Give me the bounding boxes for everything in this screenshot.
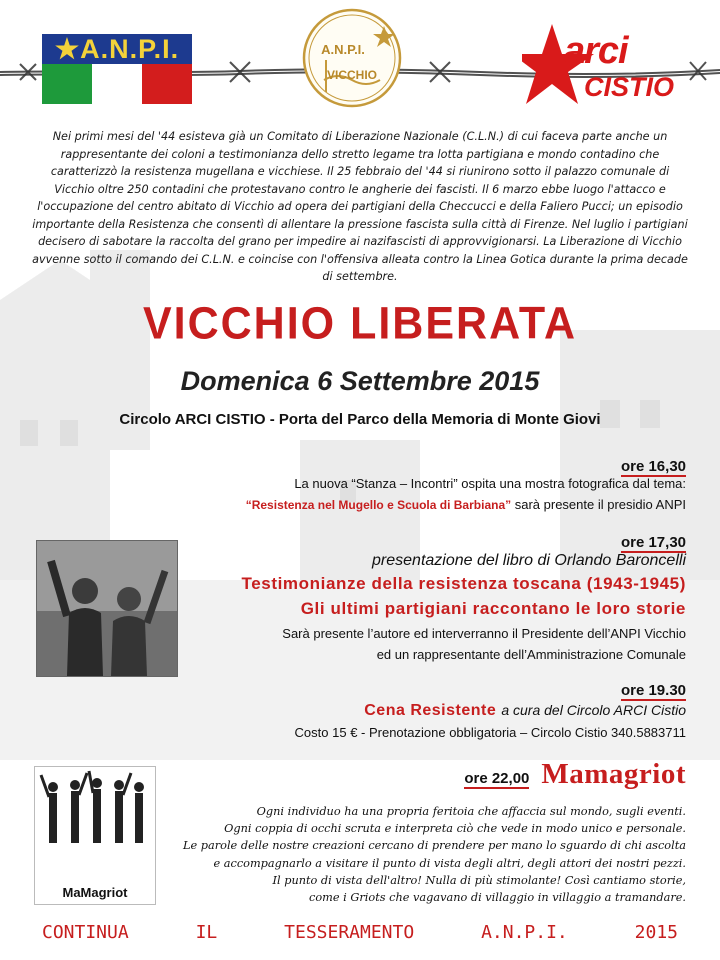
event1-line2-rest: sarà presente il presidio ANPI xyxy=(511,497,686,512)
intro-paragraph: Nei primi mesi del '44 esisteva già un Comitato di Liberazione Nazionale (C.L.N.) di cui faceva parte anche un rappresentante dei coloni a testimonianza dello stretto legame tra lotta partigiana e mondo contadino che caratterizzò la resistenza mugellana e vicchiese. Il 25 febbraio del '44 si riunirono sotto il palazzo comunale di Vicchio oltre 250 contadini che protestavano contro le angherie dei fascisti. Il 6 marzo ebbe luogo l'attacco e l'occupazione del centro abitato di Vicchio ad opera dei partigiani della Checcucci e della Faliero Pucci; un episodio importante della Resistenza che consentì di allentare la pressione fascista sulla città di Firenze. Nel luglio i partigiani decisero di sabotare la raccolta del grano per impedire ai nazifascisti di approvvigionarsi. La Liberazione di Vicchio avvenne sotto il comando dei C.L.N. e coincise con l'offensiva alleata contro la Linea Gotica durante la prima decade di settembre. xyxy=(32,130,688,283)
event4-description xyxy=(166,803,686,906)
footer-word: IL xyxy=(195,922,218,943)
event3-organizer: a cura del Circolo ARCI Cistio xyxy=(501,702,686,718)
anpi-logo-text: ★A.N.P.I. xyxy=(42,34,192,64)
event1-time-wrap xyxy=(621,456,686,475)
partisans-photo-image xyxy=(37,541,177,676)
event4-text-line: come i Griots che vagavano di villaggio in villaggio a tramandare. xyxy=(309,891,686,905)
event3-time-wrap xyxy=(621,680,686,699)
mamagriot-figures-icon xyxy=(35,767,155,877)
event2-book-title2: Gli ultimi partigiani raccontano le loro storie xyxy=(300,599,686,618)
event4-time: ore 22,00 xyxy=(464,770,530,787)
arci-cistio-logo xyxy=(522,22,675,112)
event4-text-line: Ogni individuo ha una propria feritoia che affaccia sul mondo, sugli eventi. xyxy=(256,805,686,818)
mamagriot-logo-label: MaMagriot xyxy=(62,885,128,900)
event1-line1: La nuova “Stanza – Incontri” ospita una mostra fotografica dal tema: xyxy=(294,476,686,491)
event1-time: ore 16,30 xyxy=(620,458,686,475)
event3-details: Costo 15 € - Prenotazione obbligatoria – Circolo Cistio 340.5883711 xyxy=(294,725,686,740)
event4-name: Mamagriot xyxy=(541,758,686,790)
footer-word: CONTINUA xyxy=(42,922,129,943)
vicchio-logo-line2: VICCHIO xyxy=(326,68,377,82)
page-title: VICCHIO LIBERATA xyxy=(142,298,578,350)
event4-text-line: e accompagnarlo a visitare il punto di vista degli altri, degli attori dei nostri pezzi. xyxy=(213,856,686,870)
event2-line1: Sarà presente l’autore ed interverranno il Presidente dell’ANPI Vicchio xyxy=(282,626,686,641)
footer-word: 2015 xyxy=(634,922,678,943)
event3-name: Cena Resistente xyxy=(364,702,497,719)
arci-logo-sub: CISTIO xyxy=(584,72,675,102)
footer-banner xyxy=(42,922,678,943)
event2-presentation: presentazione del libro di Orlando Baroncelli xyxy=(372,552,686,569)
italian-flag xyxy=(42,64,192,104)
event2-time: ore 17,30 xyxy=(620,534,686,551)
anpi-logo xyxy=(42,34,192,104)
event-venue: Circolo ARCI CISTIO - Porta del Parco della Memoria di Monte Giovi xyxy=(119,411,601,428)
event1-exhibition-title: “Resistenza nel Mugello e Scuola di Barbiana” xyxy=(245,498,512,512)
vicchio-emblem-icon xyxy=(298,6,406,110)
event4-text-line: Il punto di vista dell'altro! Nulla di più stimolante! Così cantiamo storie, xyxy=(272,873,686,887)
event2-line2: ed un rappresentante dell’Amministrazione Comunale xyxy=(376,647,686,662)
event2-book-title1: Testimonianze della resistenza toscana (1943-1945) xyxy=(241,574,686,593)
event4-text-line: Le parole delle nostre creazioni cercano di prendere per mano lo sguardo di chi ascolta xyxy=(183,839,686,853)
event1-line2 xyxy=(46,495,686,515)
event-date: Domenica 6 Settembre 2015 xyxy=(180,366,540,396)
footer-word: TESSERAMENTO xyxy=(284,922,415,943)
anpi-vicchio-logo xyxy=(298,6,406,110)
event4-text-line: Ogni coppia di occhi scruta e interpreta ciò che vede in modo unico e personale. xyxy=(224,822,686,836)
partisans-photo xyxy=(36,540,178,677)
mamagriot-logo xyxy=(34,766,156,905)
arci-logo-word: arci xyxy=(564,30,628,72)
event2-time-wrap xyxy=(621,532,686,551)
vicchio-logo-line1: A.N.P.I. xyxy=(321,42,365,57)
event3-time: ore 19.30 xyxy=(620,682,686,699)
event3-heading xyxy=(166,700,686,720)
event4-heading xyxy=(464,758,686,791)
footer-word: A.N.P.I. xyxy=(481,922,568,943)
